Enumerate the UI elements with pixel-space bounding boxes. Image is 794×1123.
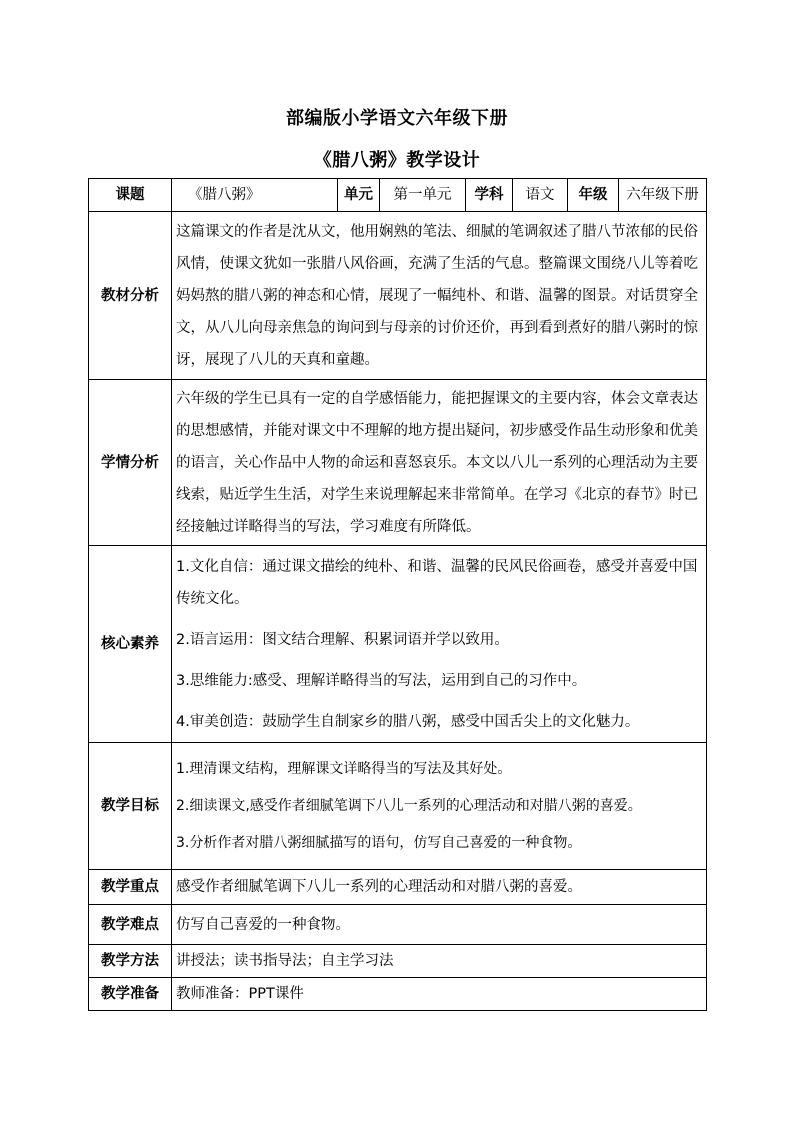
difficulties-text: 仿写自己喜爱的一种食物。 <box>172 905 707 945</box>
info-row <box>89 179 707 212</box>
preparation-text: 教师准备：PPT课件 <box>172 978 707 1011</box>
lesson-plan-table <box>88 178 707 1011</box>
difficulties-label: 教学难点 <box>89 905 172 945</box>
grade-label: 年级 <box>568 179 619 212</box>
key-points-label: 教学重点 <box>89 870 172 905</box>
material-row <box>89 212 707 380</box>
document-subtitle: 《腊八粥》教学设计 <box>313 150 481 171</box>
goal-item: 2.细读课文,感受作者细腻笔调下八儿一系列的心理活动和对腊八粥的喜爱。 <box>176 798 642 814</box>
literacy-item: 2.语言运用：图文结合理解、积累词语并学以致用。 <box>176 631 509 648</box>
subject-value: 语文 <box>513 179 568 212</box>
literacy-item: 4.审美创造：鼓励学生自制家乡的腊八粥，感受中国舌尖上的文化魅力。 <box>176 713 640 730</box>
unit-label: 单元 <box>338 179 380 212</box>
key-points-text: 感受作者细腻笔调下八儿一系列的心理活动和对腊八粥的喜爱。 <box>172 870 707 905</box>
topic-value: 《腊八粥》 <box>172 179 338 212</box>
goal-item: 1.理清课文结构，理解课文详略得当的写法及其好处。 <box>176 761 512 777</box>
students-text: 六年级的学生已具有一定的自学感悟能力，能把握课文的主要内容，体会文章表达的思想感情，并能对课文中不理解的地方提出疑问，初步感受作品生动形象和优美的语言，关心作品中人物的命运和喜怒哀乐。本文以八儿一系列的心理活动为主要线索，贴近学生生活，对学生来说理解起来非常简单。在学习《北京的春节》时已经接触过详略得当的写法，学习难度有所降低。 <box>172 380 707 546</box>
methods-row <box>89 945 707 978</box>
methods-label: 教学方法 <box>89 945 172 978</box>
topic-label: 课题 <box>89 179 172 212</box>
material-label: 教材分析 <box>89 212 172 380</box>
literacy-item: 3.思维能力:感受、理解详略得当的写法，运用到自己的习作中。 <box>176 672 587 689</box>
difficulties-row <box>89 905 707 945</box>
methods-text: 讲授法；读书指导法；自主学习法 <box>172 945 707 978</box>
students-label: 学情分析 <box>89 380 172 546</box>
students-row <box>89 380 707 546</box>
subject-label: 学科 <box>466 179 513 212</box>
literacy-content <box>172 546 707 743</box>
preparation-row <box>89 978 707 1011</box>
literacy-item: 1.文化自信：通过课文描绘的纯朴、和谐、温馨的民风民俗画卷，感受并喜爱中国传统文化。 <box>176 558 698 607</box>
goals-row <box>89 743 707 870</box>
goals-label: 教学目标 <box>89 743 172 870</box>
goals-content <box>172 743 707 870</box>
key-points-row <box>89 870 707 905</box>
literacy-row <box>89 546 707 743</box>
unit-value: 第一单元 <box>380 179 466 212</box>
document-title: 部编版小学语文六年级下册 <box>286 108 508 129</box>
preparation-label: 教学准备 <box>89 978 172 1011</box>
literacy-label: 核心素养 <box>89 546 172 743</box>
goal-item: 3.分析作者对腊八粥细腻描写的语句，仿写自己喜爱的一种食物。 <box>176 835 582 851</box>
material-text: 这篇课文的作者是沈从文，他用娴熟的笔法、细腻的笔调叙述了腊八节浓郁的民俗风情，使课文犹如一张腊八风俗画，充满了生活的气息。整篇课文围绕八儿等着吃妈妈熬的腊八粥的神态和心情，展现了一幅纯朴、和谐、温馨的图景。对话贯穿全文，从八儿向母亲焦急的询问到与母亲的讨价还价，再到看到煮好的腊八粥时的惊讶，展现了八儿的天真和童趣。 <box>172 212 707 380</box>
grade-value: 六年级下册 <box>619 179 707 212</box>
